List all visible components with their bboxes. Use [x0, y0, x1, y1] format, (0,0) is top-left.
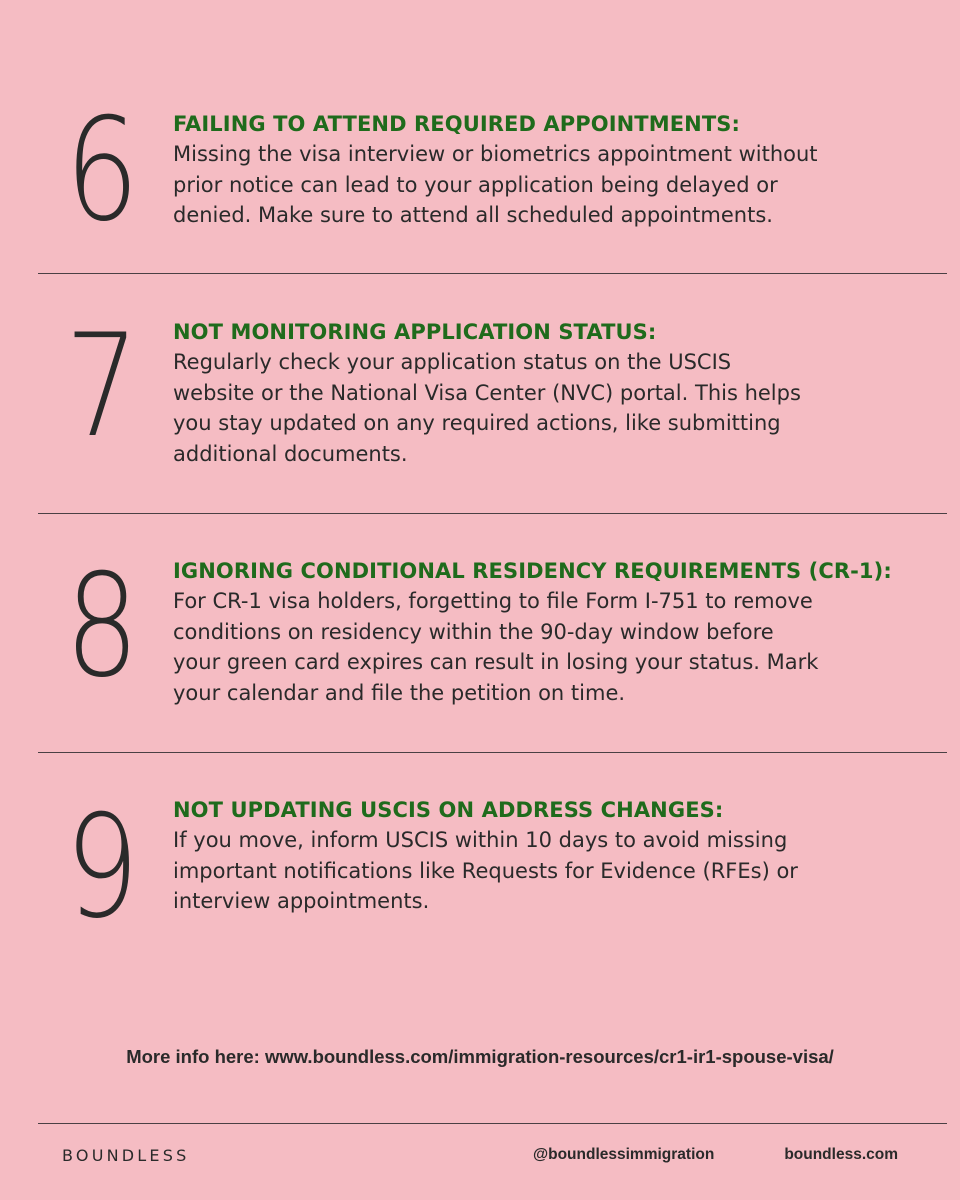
- more-info-link[interactable]: More info here: www.boundless.com/immigration-resources/cr1-ir1-spouse-visa/: [126, 1046, 834, 1067]
- tip-body-line: important notifications like Requests for Evidence (RFEs) or: [173, 858, 798, 883]
- brand-logo: BOUNDLESS: [62, 1146, 190, 1165]
- section-divider: [38, 273, 947, 274]
- tip-body-line: Regularly check your application status on the USCIS: [173, 350, 732, 374]
- tip-body-line: denied. Make sure to attend all scheduled appointments.: [173, 203, 773, 227]
- tip-body: [173, 139, 918, 231]
- section-divider: [38, 752, 947, 753]
- tip-body-line: website or the National Visa Center (NVC) portal. This helps: [173, 380, 801, 405]
- tip-body-line: For CR-1 visa holders, forgetting to file Form I-751 to remove: [173, 589, 813, 613]
- tip-heading: FAILING TO ATTEND REQUIRED APPOINTMENTS:: [173, 112, 740, 136]
- tip-number: 8: [65, 544, 140, 709]
- tip-body-line: conditions on residency within the 90-day window before: [173, 619, 774, 644]
- tip-heading: NOT MONITORING APPLICATION STATUS:: [173, 320, 657, 344]
- tip-body-line: interview appointments.: [173, 889, 430, 913]
- section-divider: [38, 513, 947, 514]
- tip-body-line: If you move, inform USCIS within 10 days to avoid missing: [173, 828, 788, 852]
- tip-number: 9: [65, 785, 140, 950]
- tip-body: [173, 586, 918, 708]
- tip-number: 7: [65, 304, 140, 469]
- tip-body-line: additional documents.: [173, 441, 408, 466]
- tip-heading: IGNORING CONDITIONAL RESIDENCY REQUIREMENTS (CR-1):: [173, 559, 892, 583]
- tip-body-line: prior notice can lead to your application being delayed or: [173, 172, 778, 197]
- tip-body-line: you stay updated on any required actions, like submitting: [173, 411, 781, 435]
- footer-divider: [38, 1123, 947, 1124]
- social-handle[interactable]: @boundlessimmigration: [533, 1146, 715, 1163]
- tip-heading: NOT UPDATING USCIS ON ADDRESS CHANGES:: [173, 798, 724, 822]
- tip-body-line: your green card expires can result in losing your status. Mark: [173, 650, 819, 674]
- website-link[interactable]: boundless.com: [784, 1146, 898, 1163]
- tip-body: [173, 825, 918, 917]
- tip-number: 6: [65, 88, 140, 253]
- tip-body: [173, 347, 918, 469]
- tip-body-line: your calendar and file the petition on time.: [173, 680, 626, 705]
- tip-body-line: Missing the visa interview or biometrics appointment without: [173, 142, 818, 166]
